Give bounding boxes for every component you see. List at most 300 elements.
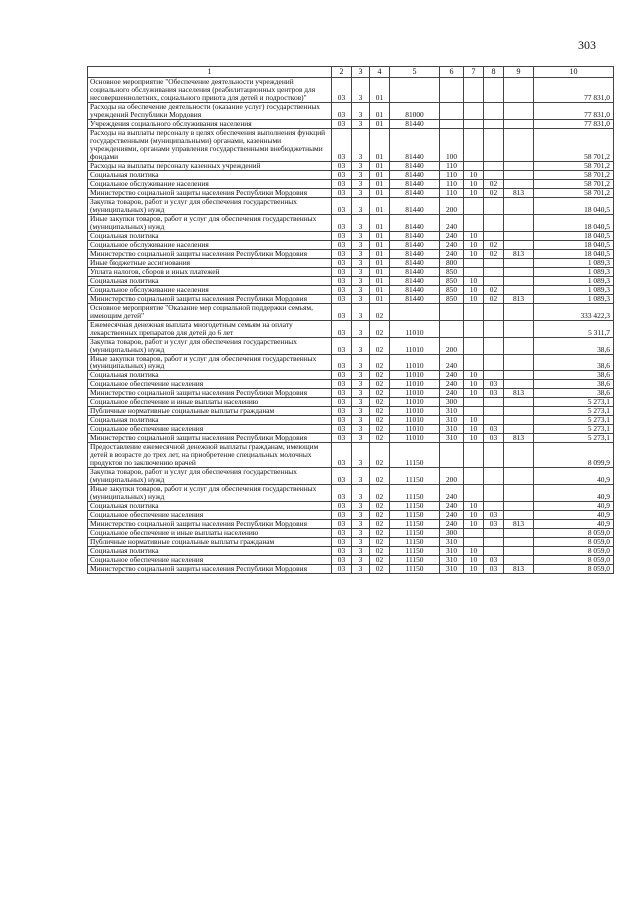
row-code-9: 813 bbox=[504, 389, 534, 398]
row-code-5: 81440 bbox=[390, 294, 440, 303]
row-code-2: 03 bbox=[332, 337, 352, 354]
row-code-7: 10 bbox=[464, 276, 484, 285]
row-code-7 bbox=[464, 197, 484, 214]
row-code-5: 81440 bbox=[390, 267, 440, 276]
row-code-9 bbox=[504, 556, 534, 565]
row-code-5: 81440 bbox=[390, 119, 440, 128]
header-cell: 4 bbox=[370, 67, 390, 78]
row-amount: 40,9 bbox=[534, 485, 614, 502]
row-code-5: 11010 bbox=[390, 416, 440, 425]
row-code-4: 01 bbox=[370, 231, 390, 240]
row-name: Учреждения социального обслуживания населения bbox=[88, 119, 332, 128]
row-code-3: 3 bbox=[352, 538, 370, 547]
row-name: Социальная политика bbox=[88, 416, 332, 425]
row-code-3: 3 bbox=[352, 337, 370, 354]
row-code-2: 03 bbox=[332, 434, 352, 443]
row-code-7: 10 bbox=[464, 179, 484, 188]
row-code-6: 240 bbox=[440, 380, 464, 389]
row-code-6: 200 bbox=[440, 468, 464, 485]
row-code-3: 3 bbox=[352, 407, 370, 416]
row-code-6: 310 bbox=[440, 416, 464, 425]
row-code-4: 02 bbox=[370, 354, 390, 371]
row-code-7 bbox=[464, 354, 484, 371]
row-code-4: 02 bbox=[370, 407, 390, 416]
row-code-4: 02 bbox=[370, 389, 390, 398]
row-code-6: 310 bbox=[440, 556, 464, 565]
row-code-4: 01 bbox=[370, 119, 390, 128]
row-amount: 1 089,3 bbox=[534, 258, 614, 267]
row-code-7: 10 bbox=[464, 231, 484, 240]
row-code-3: 3 bbox=[352, 258, 370, 267]
row-amount: 40,9 bbox=[534, 502, 614, 511]
table-row bbox=[88, 389, 614, 398]
row-amount: 8 059,0 bbox=[534, 565, 614, 574]
row-code-2: 03 bbox=[332, 78, 352, 103]
table-body bbox=[88, 78, 614, 574]
row-code-7: 10 bbox=[464, 434, 484, 443]
row-code-6: 110 bbox=[440, 170, 464, 179]
table-row bbox=[88, 179, 614, 188]
table-row bbox=[88, 502, 614, 511]
row-name: Социальная политика bbox=[88, 276, 332, 285]
row-code-3: 3 bbox=[352, 197, 370, 214]
row-code-9 bbox=[504, 371, 534, 380]
header-cell: 3 bbox=[352, 67, 370, 78]
row-code-4: 02 bbox=[370, 434, 390, 443]
row-code-4: 01 bbox=[370, 102, 390, 119]
row-code-5: 81440 bbox=[390, 188, 440, 197]
table-row bbox=[88, 119, 614, 128]
row-amount: 58 701,2 bbox=[534, 188, 614, 197]
row-code-5: 11010 bbox=[390, 371, 440, 380]
row-code-7: 10 bbox=[464, 170, 484, 179]
row-code-9 bbox=[504, 231, 534, 240]
row-amount: 8 059,0 bbox=[534, 538, 614, 547]
row-code-3: 3 bbox=[352, 529, 370, 538]
row-code-7: 10 bbox=[464, 416, 484, 425]
table-row bbox=[88, 78, 614, 103]
table-row bbox=[88, 407, 614, 416]
row-code-8 bbox=[484, 197, 504, 214]
row-code-5: 11150 bbox=[390, 556, 440, 565]
row-code-8 bbox=[484, 170, 504, 179]
row-code-5: 11010 bbox=[390, 337, 440, 354]
row-code-6: 200 bbox=[440, 337, 464, 354]
row-code-9: 813 bbox=[504, 434, 534, 443]
row-code-6: 110 bbox=[440, 188, 464, 197]
row-name: Основное мероприятие "Оказание мер социальной поддержки семьям, имеющим детей" bbox=[88, 303, 332, 320]
row-code-8 bbox=[484, 547, 504, 556]
row-code-5: 81440 bbox=[390, 161, 440, 170]
row-code-9 bbox=[504, 102, 534, 119]
row-name: Предоставление ежемесячной денежной выплаты гражданам, имеющим детей в возрасте до трех лет, на приобретение специальных молочных продуктов по заключению врачей bbox=[88, 443, 332, 468]
table-row bbox=[88, 443, 614, 468]
table-row bbox=[88, 285, 614, 294]
row-amount: 40,9 bbox=[534, 511, 614, 520]
row-code-4: 01 bbox=[370, 240, 390, 249]
row-code-5: 11010 bbox=[390, 354, 440, 371]
row-code-5: 81440 bbox=[390, 179, 440, 188]
row-amount: 1 089,3 bbox=[534, 285, 614, 294]
row-code-3: 3 bbox=[352, 443, 370, 468]
row-code-6: 240 bbox=[440, 214, 464, 231]
row-code-2: 03 bbox=[332, 294, 352, 303]
table-row bbox=[88, 565, 614, 574]
row-code-7: 10 bbox=[464, 565, 484, 574]
row-code-5 bbox=[390, 78, 440, 103]
row-code-5: 81440 bbox=[390, 240, 440, 249]
row-code-7 bbox=[464, 267, 484, 276]
row-code-2: 03 bbox=[332, 354, 352, 371]
row-code-4: 02 bbox=[370, 556, 390, 565]
row-amount: 8 059,0 bbox=[534, 529, 614, 538]
row-code-3: 3 bbox=[352, 425, 370, 434]
row-code-9: 813 bbox=[504, 294, 534, 303]
table-row bbox=[88, 231, 614, 240]
row-amount: 38,6 bbox=[534, 389, 614, 398]
row-code-8 bbox=[484, 337, 504, 354]
table-row bbox=[88, 547, 614, 556]
table-row bbox=[88, 529, 614, 538]
row-name: Социальная политика bbox=[88, 231, 332, 240]
row-code-6 bbox=[440, 78, 464, 103]
row-code-2: 03 bbox=[332, 468, 352, 485]
row-code-8 bbox=[484, 529, 504, 538]
row-code-7 bbox=[464, 398, 484, 407]
header-cell: 6 bbox=[440, 67, 464, 78]
table-row bbox=[88, 398, 614, 407]
row-code-2: 03 bbox=[332, 197, 352, 214]
row-name: Закупка товаров, работ и услуг для обеспечения государственных (муниципальных) нужд bbox=[88, 337, 332, 354]
row-code-2: 03 bbox=[332, 119, 352, 128]
row-code-2: 03 bbox=[332, 214, 352, 231]
table-row bbox=[88, 425, 614, 434]
row-amount: 58 701,2 bbox=[534, 161, 614, 170]
table-row bbox=[88, 276, 614, 285]
row-code-3: 3 bbox=[352, 354, 370, 371]
row-name: Расходы на выплаты персоналу в целях обеспечения выполнения функций государственными (муниципальными) органами, казенными учреждениями, органами управления государственными внебюджетными фондами bbox=[88, 128, 332, 161]
row-code-4: 02 bbox=[370, 511, 390, 520]
row-code-2: 03 bbox=[332, 389, 352, 398]
row-code-7 bbox=[464, 303, 484, 320]
row-code-2: 03 bbox=[332, 240, 352, 249]
row-code-8 bbox=[484, 354, 504, 371]
row-code-6: 300 bbox=[440, 398, 464, 407]
row-code-6: 200 bbox=[440, 197, 464, 214]
row-code-3: 3 bbox=[352, 267, 370, 276]
row-code-8 bbox=[484, 407, 504, 416]
row-code-4: 01 bbox=[370, 276, 390, 285]
row-code-5: 11150 bbox=[390, 502, 440, 511]
row-code-6: 310 bbox=[440, 538, 464, 547]
row-code-2: 03 bbox=[332, 520, 352, 529]
row-code-7 bbox=[464, 443, 484, 468]
row-code-6: 310 bbox=[440, 407, 464, 416]
row-name: Закупка товаров, работ и услуг для обеспечения государственных (муниципальных) нужд bbox=[88, 197, 332, 214]
row-code-9 bbox=[504, 425, 534, 434]
row-code-2: 03 bbox=[332, 161, 352, 170]
row-code-9 bbox=[504, 443, 534, 468]
row-code-6: 240 bbox=[440, 485, 464, 502]
table-row bbox=[88, 511, 614, 520]
row-code-2: 03 bbox=[332, 231, 352, 240]
row-code-3: 3 bbox=[352, 371, 370, 380]
row-code-8 bbox=[484, 258, 504, 267]
row-code-6: 240 bbox=[440, 371, 464, 380]
row-code-4: 01 bbox=[370, 214, 390, 231]
row-code-3: 3 bbox=[352, 128, 370, 161]
row-code-2: 03 bbox=[332, 565, 352, 574]
row-code-6: 240 bbox=[440, 249, 464, 258]
row-amount: 18 040,5 bbox=[534, 214, 614, 231]
row-code-5: 11010 bbox=[390, 425, 440, 434]
row-code-5: 11010 bbox=[390, 389, 440, 398]
row-code-8: 03 bbox=[484, 434, 504, 443]
row-code-5: 11010 bbox=[390, 320, 440, 337]
row-code-2: 03 bbox=[332, 407, 352, 416]
row-code-9 bbox=[504, 119, 534, 128]
row-code-5: 11150 bbox=[390, 520, 440, 529]
table-row bbox=[88, 320, 614, 337]
table-row bbox=[88, 520, 614, 529]
table-row bbox=[88, 267, 614, 276]
row-amount: 77 831,0 bbox=[534, 102, 614, 119]
row-name: Социальная политика bbox=[88, 502, 332, 511]
row-code-2: 03 bbox=[332, 371, 352, 380]
row-code-5: 81440 bbox=[390, 258, 440, 267]
row-code-9 bbox=[504, 416, 534, 425]
row-code-4: 02 bbox=[370, 371, 390, 380]
row-code-4: 01 bbox=[370, 294, 390, 303]
row-code-8 bbox=[484, 443, 504, 468]
row-amount: 1 089,3 bbox=[534, 276, 614, 285]
row-code-9 bbox=[504, 354, 534, 371]
row-code-7 bbox=[464, 214, 484, 231]
table-row bbox=[88, 258, 614, 267]
row-code-4: 02 bbox=[370, 398, 390, 407]
row-code-4: 01 bbox=[370, 267, 390, 276]
row-code-4: 02 bbox=[370, 538, 390, 547]
row-code-6 bbox=[440, 443, 464, 468]
row-code-3: 3 bbox=[352, 468, 370, 485]
row-amount: 38,6 bbox=[534, 380, 614, 389]
row-code-7: 10 bbox=[464, 556, 484, 565]
row-code-2: 03 bbox=[332, 547, 352, 556]
header-cell: 10 bbox=[534, 67, 614, 78]
row-code-4: 01 bbox=[370, 249, 390, 258]
row-name: Публичные нормативные социальные выплаты гражданам bbox=[88, 538, 332, 547]
row-code-5: 11150 bbox=[390, 485, 440, 502]
row-code-3: 3 bbox=[352, 285, 370, 294]
row-code-3: 3 bbox=[352, 214, 370, 231]
row-code-4: 02 bbox=[370, 443, 390, 468]
table-row bbox=[88, 371, 614, 380]
row-code-8: 03 bbox=[484, 556, 504, 565]
row-code-7: 10 bbox=[464, 285, 484, 294]
row-amount: 18 040,5 bbox=[534, 240, 614, 249]
row-code-8 bbox=[484, 416, 504, 425]
row-code-6: 850 bbox=[440, 285, 464, 294]
row-code-4: 02 bbox=[370, 425, 390, 434]
row-code-5: 11150 bbox=[390, 538, 440, 547]
row-code-5: 11150 bbox=[390, 547, 440, 556]
row-name: Иные закупки товаров, работ и услуг для обеспечения государственных (муниципальных) нужд bbox=[88, 354, 332, 371]
row-code-5 bbox=[390, 303, 440, 320]
row-code-6 bbox=[440, 102, 464, 119]
row-code-9 bbox=[504, 380, 534, 389]
row-code-2: 03 bbox=[332, 128, 352, 161]
row-code-8 bbox=[484, 502, 504, 511]
table-row bbox=[88, 468, 614, 485]
row-code-9 bbox=[504, 303, 534, 320]
row-code-7 bbox=[464, 468, 484, 485]
row-code-7 bbox=[464, 407, 484, 416]
row-code-2: 03 bbox=[332, 188, 352, 197]
table-row bbox=[88, 538, 614, 547]
row-code-6: 240 bbox=[440, 231, 464, 240]
row-code-8: 02 bbox=[484, 240, 504, 249]
row-code-2: 03 bbox=[332, 102, 352, 119]
row-code-4: 01 bbox=[370, 197, 390, 214]
budget-table bbox=[87, 66, 614, 574]
row-code-2: 03 bbox=[332, 170, 352, 179]
row-code-5: 81440 bbox=[390, 128, 440, 161]
row-code-3: 3 bbox=[352, 320, 370, 337]
row-code-9 bbox=[504, 320, 534, 337]
row-amount: 38,6 bbox=[534, 337, 614, 354]
row-code-3: 3 bbox=[352, 188, 370, 197]
row-name: Основное мероприятие "Обеспечение деятельности учреждений социального обслуживания населения (реабилитационных центров для несовершеннолетних, социального приюта для детей и подростков)" bbox=[88, 78, 332, 103]
row-amount: 8 059,0 bbox=[534, 547, 614, 556]
row-code-4: 02 bbox=[370, 468, 390, 485]
row-code-6: 800 bbox=[440, 258, 464, 267]
table-row bbox=[88, 485, 614, 502]
row-code-8 bbox=[484, 371, 504, 380]
row-code-7 bbox=[464, 538, 484, 547]
table-row bbox=[88, 102, 614, 119]
row-code-9 bbox=[504, 78, 534, 103]
row-code-8 bbox=[484, 119, 504, 128]
row-code-6: 310 bbox=[440, 425, 464, 434]
row-code-6: 300 bbox=[440, 529, 464, 538]
row-code-4: 01 bbox=[370, 128, 390, 161]
row-name: Социальная политика bbox=[88, 547, 332, 556]
row-code-4: 02 bbox=[370, 380, 390, 389]
row-code-2: 03 bbox=[332, 538, 352, 547]
row-code-2: 03 bbox=[332, 285, 352, 294]
row-code-8: 02 bbox=[484, 179, 504, 188]
row-code-4: 02 bbox=[370, 416, 390, 425]
row-code-5: 11010 bbox=[390, 380, 440, 389]
row-code-9 bbox=[504, 258, 534, 267]
row-code-9 bbox=[504, 128, 534, 161]
row-code-6: 850 bbox=[440, 267, 464, 276]
row-code-3: 3 bbox=[352, 119, 370, 128]
row-name: Министерство социальной защиты населения Республики Мордовия bbox=[88, 565, 332, 574]
row-code-5: 81000 bbox=[390, 102, 440, 119]
row-code-3: 3 bbox=[352, 434, 370, 443]
row-code-8 bbox=[484, 214, 504, 231]
row-code-9 bbox=[504, 502, 534, 511]
row-code-3: 3 bbox=[352, 398, 370, 407]
row-name: Министерство социальной защиты населения Республики Мордовия bbox=[88, 520, 332, 529]
row-code-3: 3 bbox=[352, 240, 370, 249]
row-code-7: 10 bbox=[464, 511, 484, 520]
row-code-3: 3 bbox=[352, 556, 370, 565]
row-code-5: 11010 bbox=[390, 434, 440, 443]
header-cell: 9 bbox=[504, 67, 534, 78]
row-code-7: 10 bbox=[464, 520, 484, 529]
row-name: Социальное обеспечение и иные выплаты населению bbox=[88, 529, 332, 538]
row-amount: 8 059,0 bbox=[534, 556, 614, 565]
row-name: Социальное обслуживание населения bbox=[88, 179, 332, 188]
row-amount: 5 273,1 bbox=[534, 398, 614, 407]
row-code-6: 240 bbox=[440, 502, 464, 511]
row-code-6: 240 bbox=[440, 389, 464, 398]
table-row bbox=[88, 197, 614, 214]
row-code-7: 10 bbox=[464, 249, 484, 258]
row-code-6 bbox=[440, 119, 464, 128]
row-code-2: 03 bbox=[332, 320, 352, 337]
row-code-8: 03 bbox=[484, 520, 504, 529]
row-code-3: 3 bbox=[352, 380, 370, 389]
table-row bbox=[88, 354, 614, 371]
row-code-6: 850 bbox=[440, 276, 464, 285]
row-name: Уплата налогов, сборов и иных платежей bbox=[88, 267, 332, 276]
row-code-3: 3 bbox=[352, 170, 370, 179]
row-code-4: 01 bbox=[370, 285, 390, 294]
table-header-row bbox=[88, 67, 614, 78]
row-code-4: 02 bbox=[370, 320, 390, 337]
table-row bbox=[88, 188, 614, 197]
row-code-9: 813 bbox=[504, 188, 534, 197]
row-code-5: 81440 bbox=[390, 170, 440, 179]
row-code-8 bbox=[484, 303, 504, 320]
row-code-6: 310 bbox=[440, 434, 464, 443]
row-name: Социальное обеспечение населения bbox=[88, 380, 332, 389]
row-code-9 bbox=[504, 214, 534, 231]
row-code-4: 02 bbox=[370, 485, 390, 502]
table-row bbox=[88, 170, 614, 179]
row-code-2: 03 bbox=[332, 303, 352, 320]
row-code-7: 10 bbox=[464, 371, 484, 380]
row-amount: 18 040,5 bbox=[534, 231, 614, 240]
row-code-6: 310 bbox=[440, 547, 464, 556]
row-code-4: 02 bbox=[370, 337, 390, 354]
row-code-2: 03 bbox=[332, 258, 352, 267]
header-cell: 2 bbox=[332, 67, 352, 78]
row-amount: 18 040,5 bbox=[534, 197, 614, 214]
row-code-3: 3 bbox=[352, 485, 370, 502]
row-code-7 bbox=[464, 119, 484, 128]
row-name: Социальное обеспечение населения bbox=[88, 511, 332, 520]
row-amount: 5 311,7 bbox=[534, 320, 614, 337]
row-code-7: 10 bbox=[464, 380, 484, 389]
row-code-9 bbox=[504, 179, 534, 188]
row-amount: 58 701,2 bbox=[534, 179, 614, 188]
table-row bbox=[88, 556, 614, 565]
row-code-8: 02 bbox=[484, 294, 504, 303]
row-amount: 5 273,1 bbox=[534, 407, 614, 416]
row-code-6: 240 bbox=[440, 511, 464, 520]
row-name: Социальное обеспечение населения bbox=[88, 556, 332, 565]
row-code-7 bbox=[464, 161, 484, 170]
row-name: Министерство социальной защиты населения Республики Мордовия bbox=[88, 434, 332, 443]
row-code-8 bbox=[484, 78, 504, 103]
row-code-8 bbox=[484, 276, 504, 285]
row-code-9 bbox=[504, 547, 534, 556]
table-row bbox=[88, 303, 614, 320]
